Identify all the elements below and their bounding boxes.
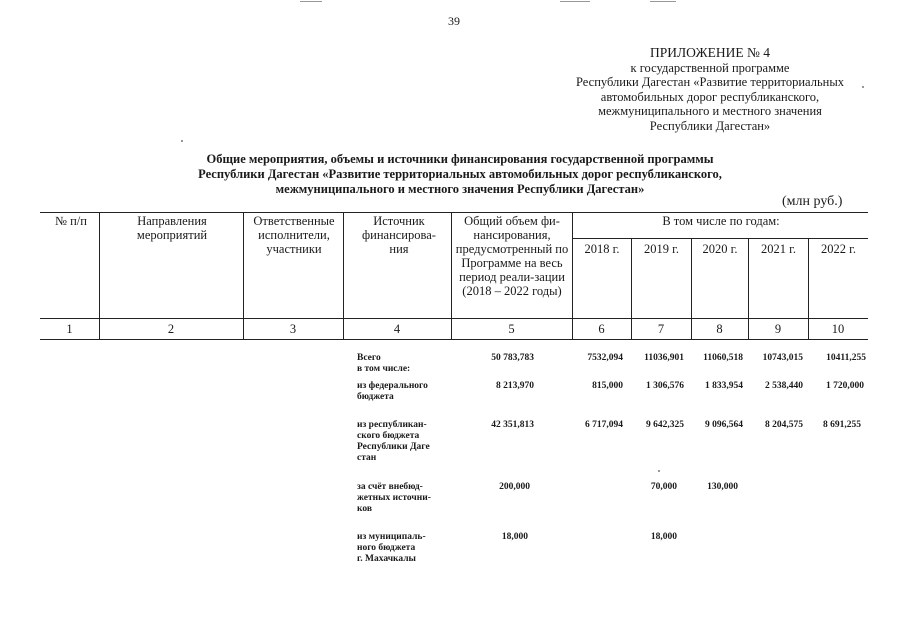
row-source: Всего в том числе: — [357, 353, 411, 374]
header-total: Общий объем фи-нансирования, предусмотренный по Программе на весь период реали-зации (2018 – 2022 годы) — [455, 214, 569, 298]
row-value-2019: 11036,901 — [644, 353, 684, 363]
table-header — [40, 212, 868, 340]
row-total: 50 783,783 — [491, 353, 534, 363]
header-responsible: Ответственные исполнители, участники — [253, 214, 335, 256]
column-number: 9 — [774, 322, 782, 336]
column-number: 5 — [508, 322, 515, 336]
row-value-2020: 1 833,954 — [705, 381, 743, 391]
row-value-2019: 70,000 — [650, 482, 677, 492]
row-value-2019: 18,000 — [650, 532, 677, 542]
header-year: 2018 г. — [584, 242, 620, 256]
column-number: 2 — [167, 322, 175, 336]
row-total: 200,000 — [499, 482, 530, 492]
column-number: 3 — [289, 322, 297, 336]
row-value-2022: 10411,255 — [826, 353, 866, 363]
appendix-line: ПРИЛОЖЕНИЕ № 4 — [649, 45, 771, 60]
column-number: 7 — [657, 322, 665, 336]
row-source: из федерального бюджета — [357, 381, 428, 402]
scan-speck — [862, 86, 864, 88]
page-number: 39 — [448, 14, 460, 28]
row-total: 18,000 — [501, 532, 528, 542]
row-value-2020: 11060,518 — [703, 353, 743, 363]
title-line: межмуниципального и местного значения Республики Дагестан» — [275, 182, 645, 196]
title-line: Республики Дагестан «Развитие территориальных автомобильных дорог республиканского, — [198, 167, 722, 181]
row-value-2020: 9 096,564 — [705, 420, 743, 430]
row-value-2018: 7532,094 — [587, 353, 623, 363]
column-number: 4 — [393, 322, 401, 336]
row-value-2022: 8 691,255 — [823, 420, 861, 430]
units-label: (млн руб.) — [782, 194, 843, 209]
column-divider — [451, 212, 452, 340]
column-divider — [99, 212, 100, 340]
column-number: 8 — [716, 322, 723, 336]
row-total: 8 213,970 — [496, 381, 534, 391]
appendix-line: межмуниципального и местного значения — [598, 104, 822, 118]
appendix-line: Республики Дагестан» — [649, 118, 771, 133]
column-number: 6 — [598, 322, 605, 336]
document-title — [120, 152, 800, 197]
scan-speck — [181, 140, 183, 142]
row-source: из муниципаль- ного бюджета г. Махачкалы — [357, 532, 426, 564]
years-divider — [572, 238, 868, 239]
row-source: из республикан- ского бюджета Республики Даге стан — [357, 420, 430, 463]
row-value-2018: 6 717,094 — [585, 420, 623, 430]
header-year: 2021 г. — [761, 242, 796, 256]
appendix-line: к государственной программе — [630, 60, 790, 75]
header-year: 2020 г. — [702, 242, 738, 256]
row-value-2022: 1 720,000 — [826, 381, 864, 391]
scan-speck — [560, 1, 590, 2]
header-source: Источник финансирова-ния — [362, 214, 436, 256]
scan-speck — [658, 470, 660, 472]
row-value-2019: 9 642,325 — [646, 420, 684, 430]
row-value-2021: 10743,015 — [762, 353, 803, 363]
scan-speck — [650, 1, 676, 2]
column-divider — [343, 212, 344, 340]
header-year: 2019 г. — [644, 242, 679, 256]
header-by-years: В том числе по годам: — [662, 214, 780, 228]
header-directions: Направления мероприятий — [136, 214, 208, 242]
header-num: № п/п — [55, 214, 87, 228]
column-number: 1 — [66, 322, 73, 336]
row-value-2020: 130,000 — [707, 482, 738, 492]
appendix-line: Республики Дагестан «Развитие территориальных — [576, 75, 844, 89]
header-year: 2022 г. — [821, 242, 856, 256]
appendix-line: автомобильных дорог республиканского, — [600, 89, 820, 104]
appendix-header — [560, 46, 860, 133]
scan-speck — [300, 1, 322, 2]
title-line: Общие мероприятия, объемы и источники финансирования государственной программы — [206, 152, 714, 166]
column-numbers-bottom-line — [40, 339, 868, 340]
row-value-2021: 8 204,575 — [765, 420, 803, 430]
row-total: 42 351,813 — [491, 420, 534, 430]
header-bottom-line — [40, 318, 868, 319]
row-value-2021: 2 538,440 — [765, 381, 803, 391]
row-value-2018: 815,000 — [592, 381, 623, 391]
column-number: 10 — [831, 322, 845, 336]
row-source: за счёт внебюд- жетных источни- ков — [357, 482, 431, 514]
column-divider — [572, 212, 573, 340]
table-border-top — [40, 212, 868, 213]
row-value-2019: 1 306,576 — [646, 381, 684, 391]
column-divider — [243, 212, 244, 340]
